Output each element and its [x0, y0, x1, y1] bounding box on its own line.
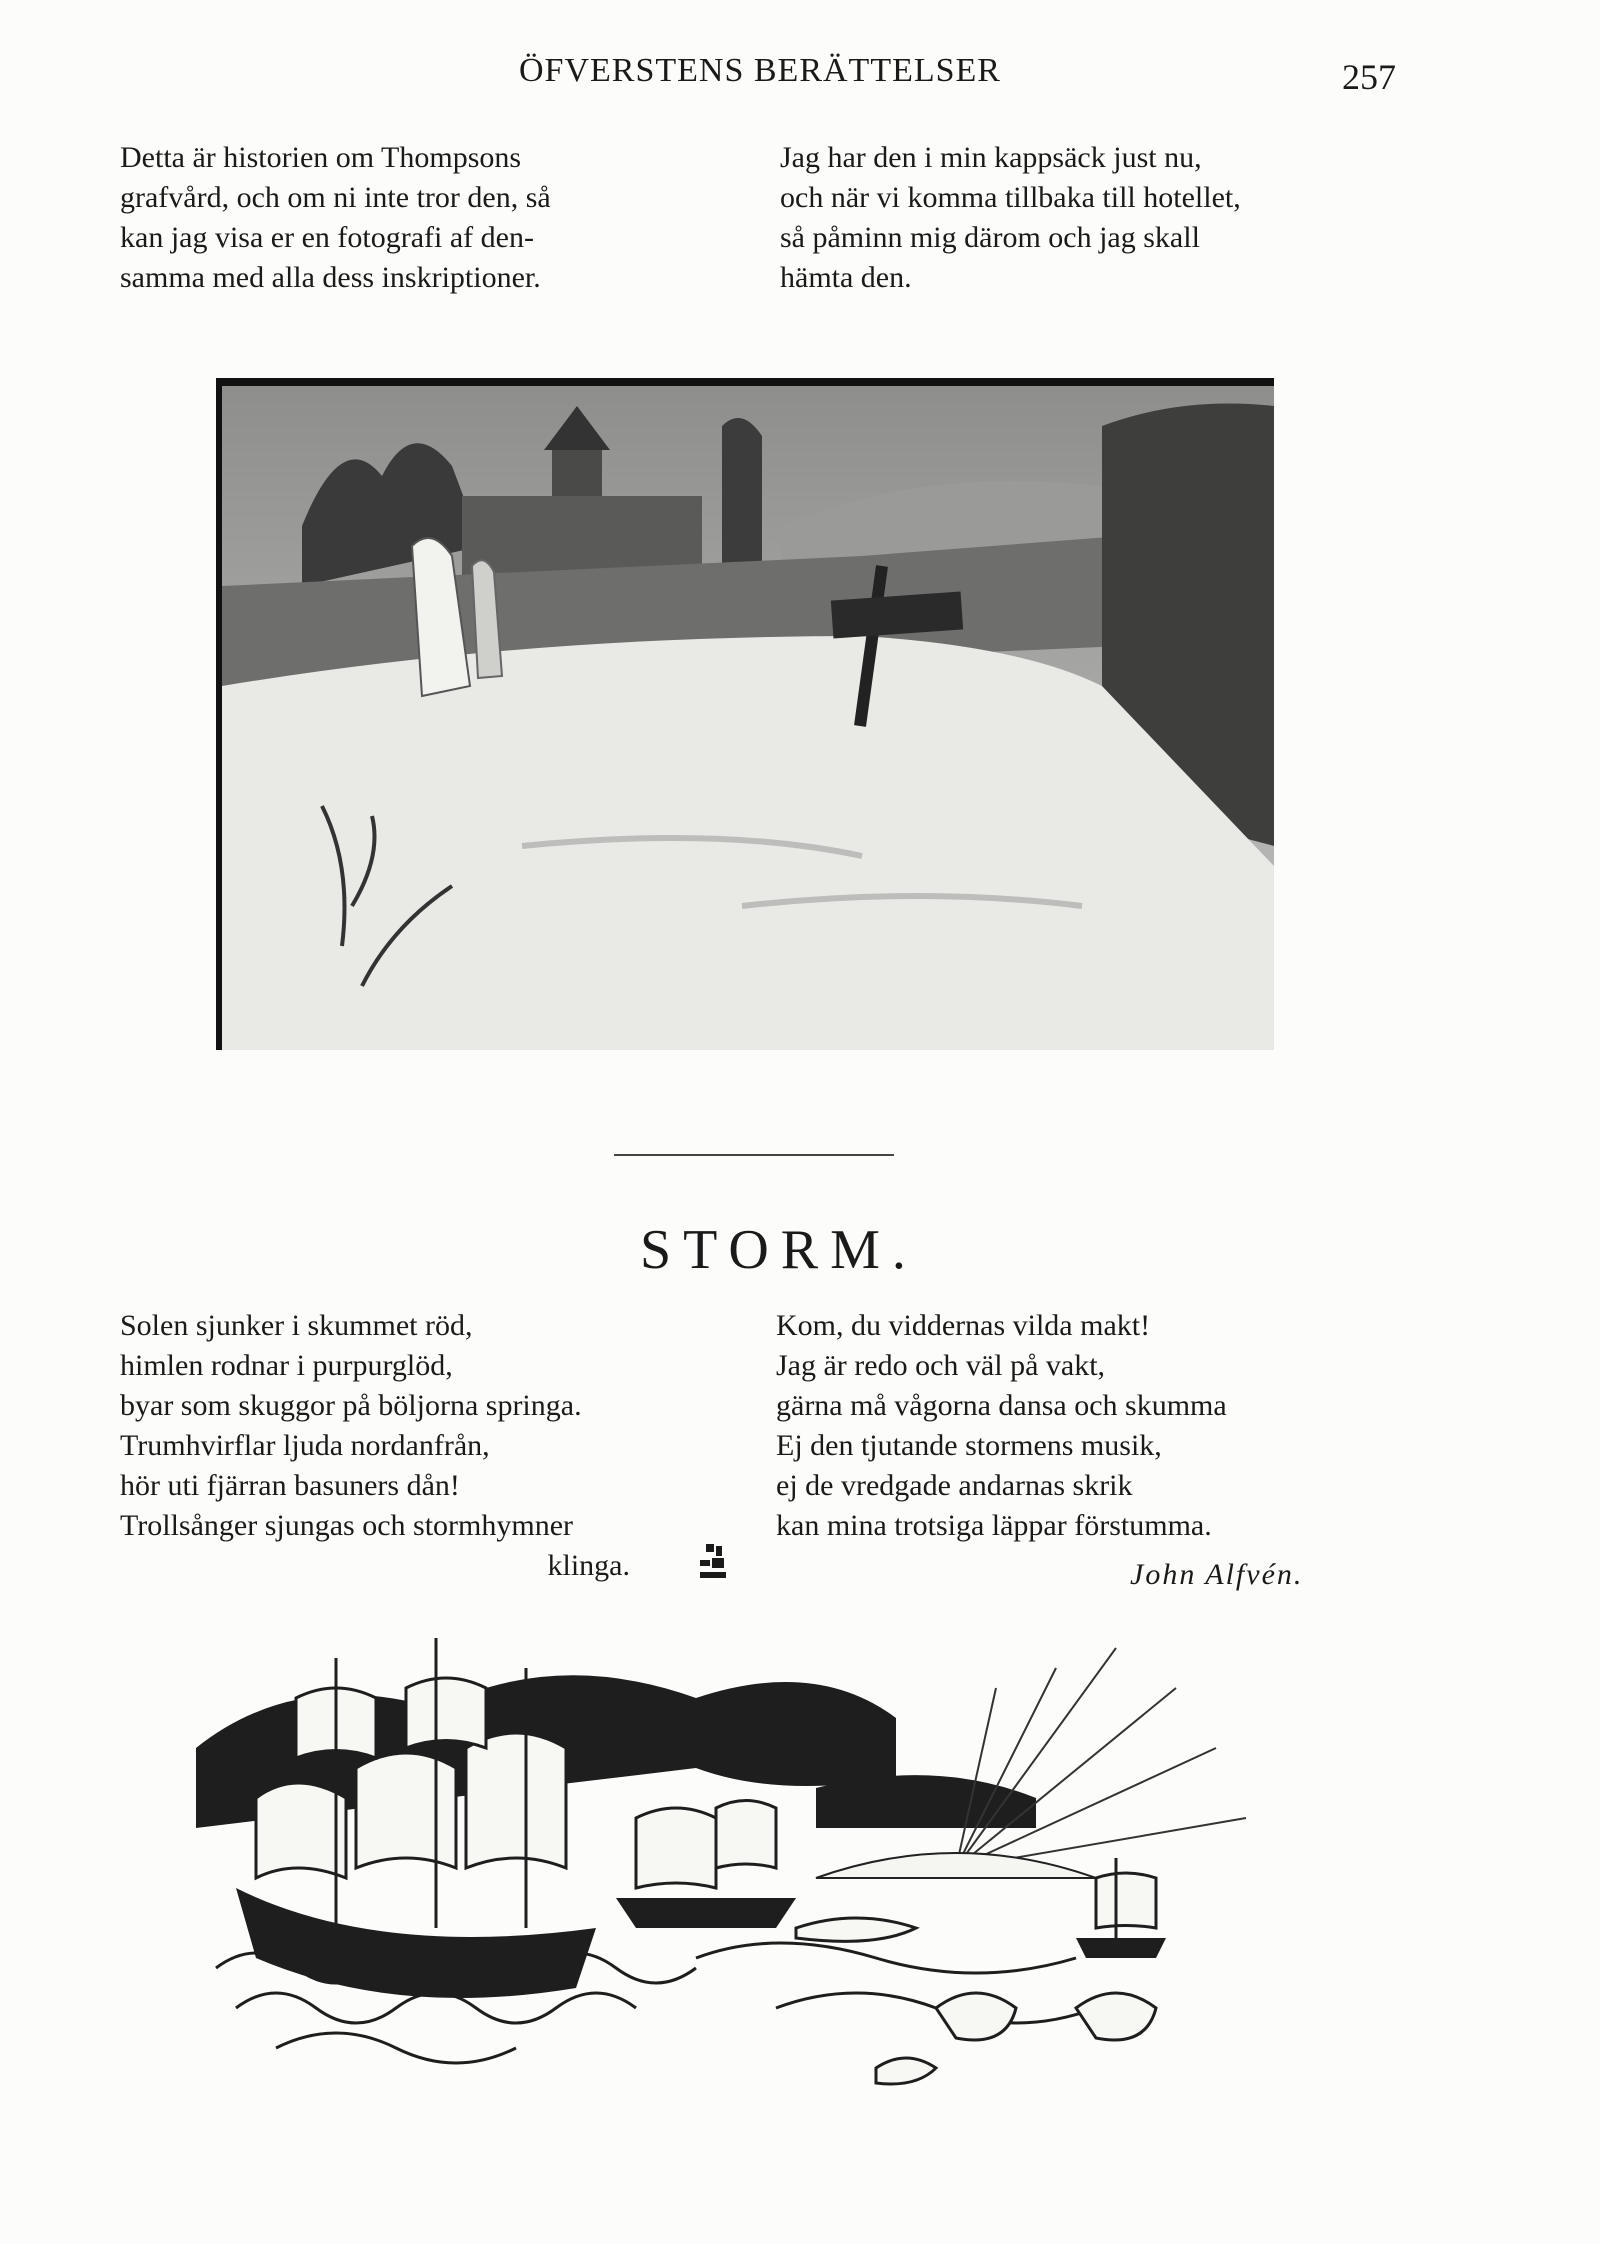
poem-author: John Alfvén. — [1130, 1558, 1304, 1591]
prose-line: Jag har den i min kappsäck just nu, — [780, 141, 1202, 174]
graveyard-illustration — [216, 378, 1274, 1050]
prose-line: grafvård, och om ni inte tror den, så — [120, 181, 551, 214]
printer-ornament-icon — [692, 1542, 732, 1582]
poem-column-right — [776, 1306, 1396, 1546]
prose-line: kan jag visa er en fotografi af den- — [120, 221, 534, 254]
poem-line: Trollsånger sjungas och stormhymner — [120, 1509, 574, 1542]
poem-line: kan mina trotsiga läppar förstumma. — [776, 1509, 1212, 1542]
prose-line: hämta den. — [780, 261, 912, 294]
poem-line: hör uti fjärran basuners dån! — [120, 1469, 460, 1502]
section-divider — [614, 1154, 894, 1156]
prose-line: Detta är historien om Thompsons — [120, 141, 522, 174]
page-number: 257 — [1342, 57, 1396, 97]
graveyard-scene-image — [222, 386, 1274, 1050]
prose-line: samma med alla dess inskriptioner. — [120, 261, 541, 294]
poem-column-left — [120, 1306, 740, 1586]
poem-line: ej de vredgade andarnas skrik — [776, 1469, 1133, 1502]
running-title: ÖFVERSTENS BERÄTTELSER — [519, 52, 1001, 89]
sailing-ships-illustration — [176, 1628, 1356, 2128]
poem-line: klinga. — [547, 1549, 630, 1582]
poem-line: Trumhvirflar ljuda nordanfrån, — [120, 1429, 490, 1462]
poem-line: Jag är redo och väl på vakt, — [776, 1349, 1106, 1382]
poem-line: Ej den tjutande stormens musik, — [776, 1429, 1162, 1462]
prose-column-left — [120, 138, 720, 298]
ships-at-sea-image — [176, 1628, 1356, 2128]
prose-line: så påminn mig därom och jag skall — [780, 221, 1200, 254]
poem-line: gärna må vågorna dansa och skumma — [776, 1389, 1227, 1422]
poem-line: Solen sjunker i skummet röd, — [120, 1309, 473, 1342]
poem-line: byar som skuggor på böljorna springa. — [120, 1389, 582, 1422]
poem-title: STORM. — [640, 1219, 918, 1281]
prose-column-right — [780, 138, 1380, 298]
poem-line: Kom, du viddernas vilda makt! — [776, 1309, 1151, 1342]
prose-line: och när vi komma tillbaka till hotellet, — [780, 181, 1241, 214]
poem-line: himlen rodnar i purpurglöd, — [120, 1349, 453, 1382]
